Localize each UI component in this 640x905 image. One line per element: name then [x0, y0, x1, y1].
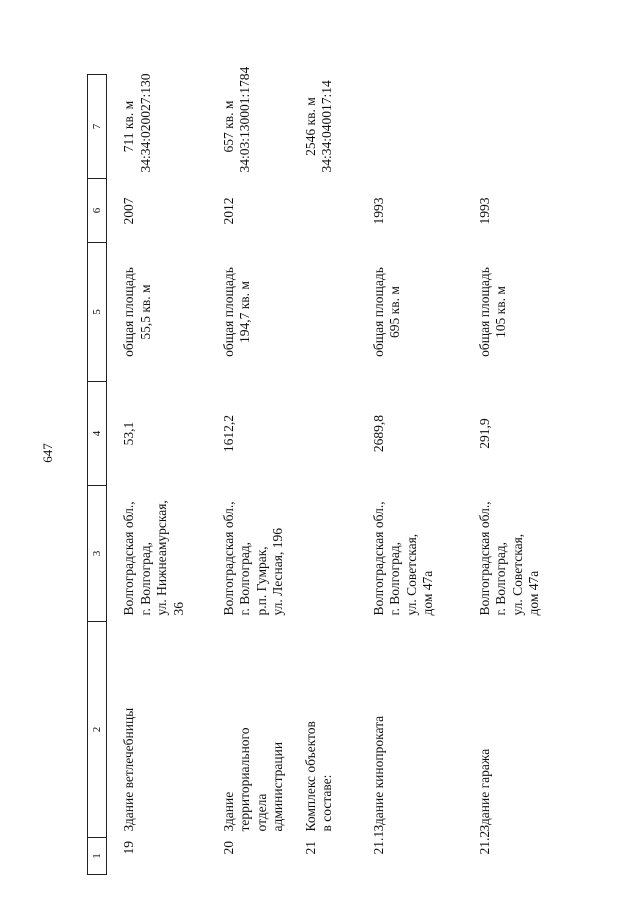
value-cell: 1612,2 [220, 414, 236, 453]
object-name-line: отдела [253, 793, 269, 832]
land-plot-line: 34:03:130001:1784 [237, 66, 252, 173]
land-plot-line: 34:34:040017:14 [319, 80, 334, 173]
address-line: дом 47а [420, 570, 435, 616]
area-description-line: общая площадь [220, 267, 236, 357]
header-row [88, 75, 107, 875]
address-cell [363, 486, 469, 622]
object-name-line: администрации [270, 741, 285, 832]
table-row [295, 75, 363, 875]
page-number: 647 [40, 443, 55, 463]
year-cell [295, 179, 363, 243]
address-line: дом 47а [526, 570, 541, 616]
value-cell: 53,1 [121, 421, 136, 446]
address-line: ул. Советская, [509, 533, 525, 616]
address-line: Волгоградская обл., [476, 501, 492, 616]
column-header-4: 4 [88, 382, 107, 486]
year-cell: 1993 [476, 197, 492, 225]
column-header-7: 7 [88, 75, 107, 179]
column-header-5: 5 [88, 243, 107, 382]
address-line: ул. Лесная, 196 [270, 528, 285, 616]
column-header-2: 2 [88, 622, 107, 838]
address-line: р.п. Гумрак, [253, 546, 269, 616]
land-plot-line: 34:34:020027:130 [137, 73, 153, 173]
address-line: 36 [170, 602, 186, 616]
land-plot-line: 711 кв. м [121, 100, 136, 153]
object-name-cell [295, 622, 363, 838]
address-line: Волгоградская обл., [121, 501, 136, 616]
column-header-1: 1 [88, 838, 107, 875]
area-description-cell [363, 243, 469, 382]
column-header-6: 6 [88, 179, 107, 243]
row-number-cell: 21.1 [370, 830, 386, 855]
address-line: г. Волгоград, [493, 541, 508, 616]
area-description-cell [469, 243, 549, 382]
object-name-line: Здание гаража [476, 748, 492, 832]
land-plot-line: 657 кв. м [220, 100, 236, 153]
object-name-cell [207, 622, 295, 838]
value-cell: 291,9 [476, 418, 492, 449]
property-table [87, 66, 549, 875]
address-line: г. Волгоград, [237, 541, 252, 616]
row-number-cell: 20 [220, 841, 236, 855]
address-line: ул. Советская, [403, 533, 419, 616]
area-description-line: общая площадь [476, 267, 492, 357]
land-plot-cell [207, 66, 295, 179]
area-description-line: 695 кв. м [387, 286, 402, 338]
table-row [363, 75, 469, 875]
object-name-line: Комплекс объектов [302, 721, 318, 832]
object-name-line: территориального [237, 727, 252, 832]
address-cell [207, 486, 295, 622]
object-name-cell [363, 622, 469, 838]
year-cell: 2012 [220, 197, 236, 225]
land-plot-line: 2546 кв. м [302, 97, 318, 156]
address-line: г. Волгоград, [137, 541, 153, 616]
row-number-cell: 21 [302, 841, 318, 855]
value-cell [295, 382, 363, 486]
year-cell: 1993 [370, 197, 386, 225]
land-plot-cell [295, 75, 363, 179]
area-description-line: общая площадь [121, 267, 136, 357]
value-cell: 2689,8 [370, 414, 386, 453]
land-plot-cell [469, 75, 549, 179]
address-line: Волгоградская обл., [370, 501, 386, 616]
area-description-line: 194,7 кв. м [237, 281, 252, 343]
area-description-line: 105 кв. м [493, 286, 508, 338]
column-header-3: 3 [88, 486, 107, 622]
area-description-line: 55,5 кв. м [137, 284, 153, 340]
area-description-cell [207, 243, 295, 382]
land-plot-cell [363, 75, 469, 179]
row-number-cell: 21.2 [476, 830, 492, 855]
area-description-cell [295, 243, 363, 382]
address-line: Волгоградская обл., [220, 501, 236, 616]
address-line: ул. Нижнеамурская, [154, 500, 169, 616]
object-name-line: в составе: [319, 774, 334, 832]
object-name-line: Здание кинопроката [370, 715, 386, 832]
year-cell: 2007 [121, 197, 136, 225]
object-name-line: Здание [220, 791, 236, 832]
table-row [469, 75, 549, 875]
table-body [107, 66, 549, 875]
row-number-cell: 19 [121, 841, 136, 855]
address-cell [107, 486, 207, 622]
object-name-line: Здание ветлечебницы [121, 707, 136, 832]
area-description-line: общая площадь [370, 267, 386, 357]
area-description-cell [107, 243, 207, 382]
object-name-cell [469, 622, 549, 838]
table-row [207, 75, 295, 875]
table-row [107, 75, 207, 875]
object-name-cell [107, 622, 207, 838]
property-table-sheet [87, 66, 541, 875]
address-cell [295, 486, 363, 622]
address-line: г. Волгоград, [387, 541, 402, 616]
address-cell [469, 486, 549, 622]
land-plot-cell [107, 75, 207, 179]
